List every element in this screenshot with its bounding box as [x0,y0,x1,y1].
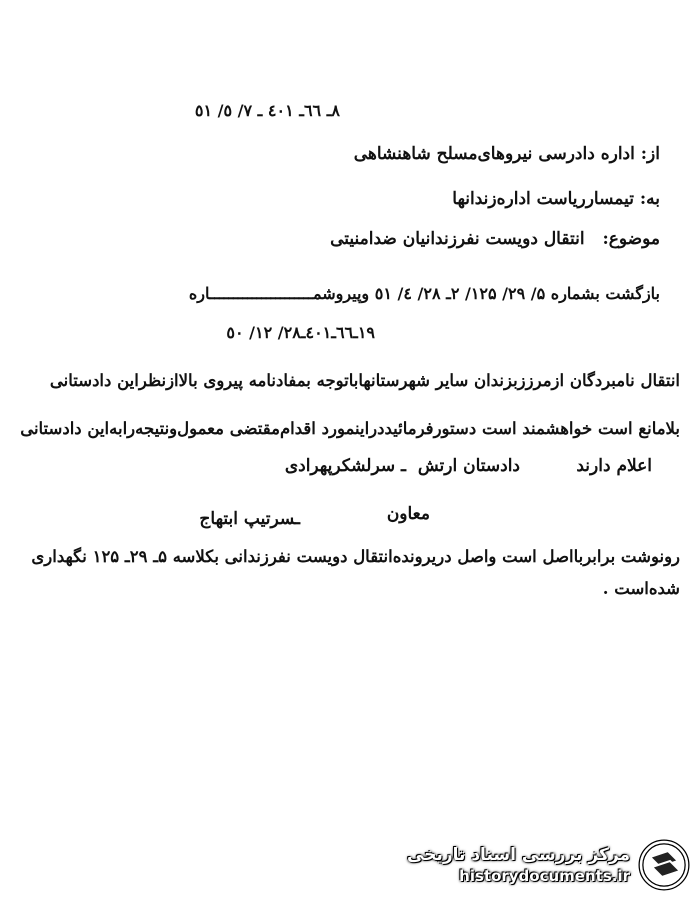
reply-prefix: بازگشت بشماره ۵/ ۲۹/ ۱۲۵/ ۲ـ ۲۸/ ٤/ ٥١ وپیروشمـ [308,284,660,303]
copy-note-line-1: رونوشت برابربااصل است واصل دریرونده‌انتقال دویست نفرزندانی بکلاسه ۵ـ ۲۹ـ ۱۲۵ نگهداری [31,547,680,566]
reply-dash: ــــــــــــــــــــ [214,284,309,303]
subject-label: موضوع: [602,229,660,249]
subject-text: انتقال دویست نفرزندانیان ضدامنیتی [330,229,585,249]
watermark-url: historydocuments.ir [459,867,630,885]
notify-text: اعلام دارند [576,456,652,476]
deputy-label: معاون [386,504,430,524]
reply-reference-line [189,283,660,305]
to-line [452,188,660,210]
to-text: تیمسارریاست اداره‌زندانها [452,189,634,209]
reply-suffix: ـاره [188,284,215,303]
watermark-title: مرکز بررسی اسناد تاریخی [407,845,630,865]
subject-line [330,228,660,250]
from-label: از: [640,144,660,164]
watermark [407,835,690,895]
to-label: به: [639,189,660,209]
deputy-name: ـسرتیپ ابتهاج [199,509,300,529]
from-line [354,143,660,165]
copy-note-line-2: شده‌است . [602,579,680,598]
signer-line: دادستان ارتش ‌ ـ سرلشکرپهرادی [284,456,520,476]
reference-number: ۸ـ ٦٦ـ ٤٠١ ـ ٧/ ٥/ ٥١ [194,101,340,120]
body-paragraph-line-2: بلامانع است خواهشمند است دستورفرمائیددراینمورد اقدام‌مقتضی معمول‌ونتیجه‌رابه‌این دادستانی [20,419,680,438]
body-paragraph-line-1: انتقال نامبردگان ازمرززبزندان سایر شهرستانهاباتوجه بمفادنامه پیروی بالاازنظراین دادستانی [49,371,680,390]
from-text: اداره دادرسی نیروهای‌مسلح شاهنشاهی [353,144,635,164]
second-reference-number: ۱۹ـ٦٦ـ٤٠١ـ٢٨/ ١٢/ ٥٠ [226,323,375,342]
archive-logo-icon [638,839,690,891]
watermark-text [407,844,630,886]
